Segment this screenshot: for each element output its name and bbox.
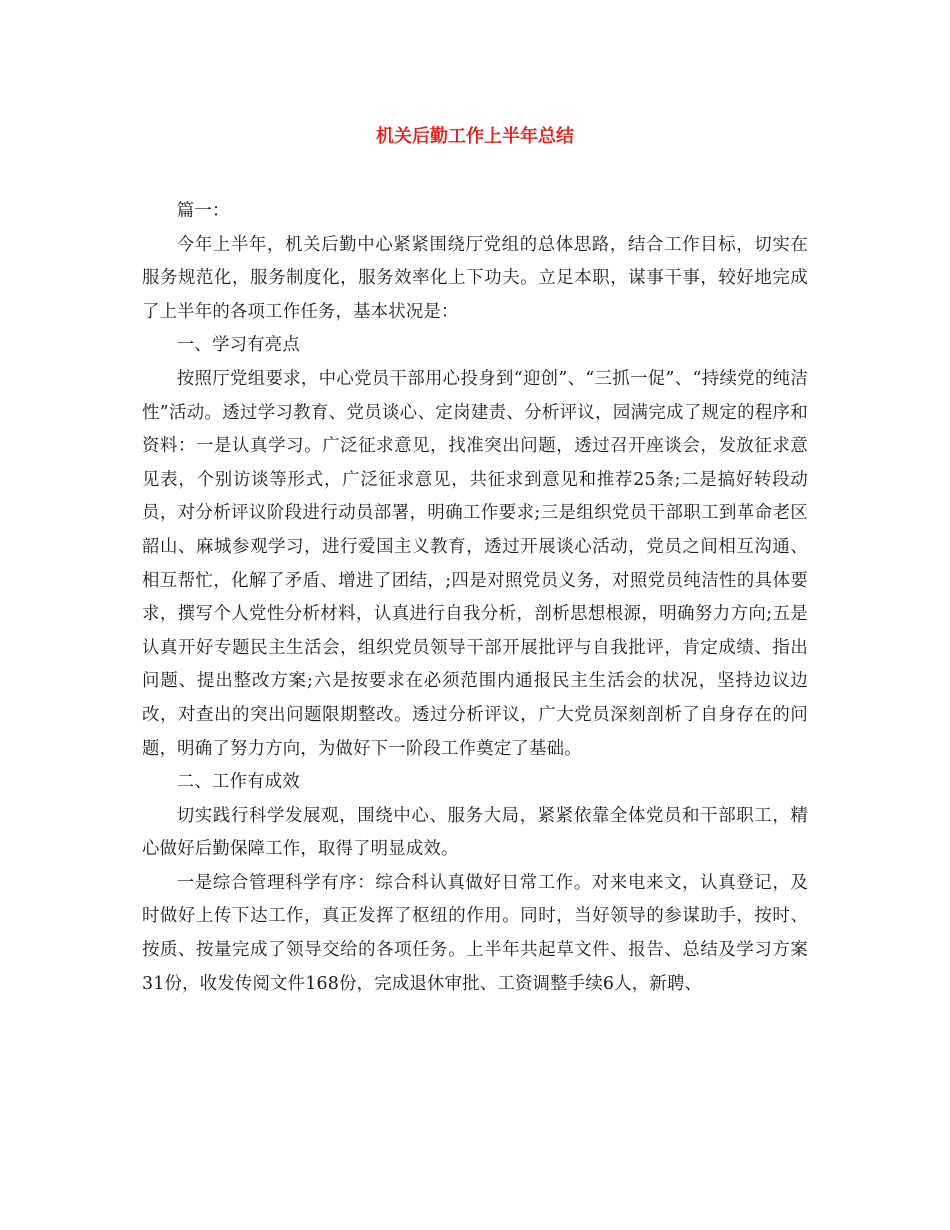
- section-heading-study: 一、学习有亮点: [176, 335, 300, 356]
- study-paragraph: 按照厅党组要求，中心党员干部用心投身到“迎创”、“三抓一促”、“持续党的纯洁性”活动。透过学习教育、党员谈心、定岗建责、分析评议，园满完成了规定的程序和资料：一是认真学习。广泛征求意见，找准突出问题，透过召开座谈会，发放征求意见表，个别访谈等形式，广泛征求意见，共征求到意见和推荐25条;二是搞好转段动员，对分析评议阶段进行动员部署，明确工作要求;三是组织党员干部职工到革命老区韶山、麻城参观学习，进行爱国主义教育，透过开展谈心活动，党员之间相互沟通、相互帮忙，化解了矛盾、增进了团结，;四是对照党员义务，对照党员纯洁性的具体要求，撰写个人党性分析材料，认真进行自我分析，剖析思想根源，明确努力方向;五是认真开好专题民主生活会，组织党员领导干部开展批评与自我批评，肯定成绩、指出问题、提出整改方案;六是按要求在必须范围内通报民主生活会的状况，坚持边议边改，对查出的突出问题限期整改。透过分析评议，广大党员深刻剖析了自身存在的问题，明确了努力方向，为做好下一阶段工作奠定了基础。: [142, 368, 808, 759]
- management-paragraph: 一是综合管理科学有序：综合科认真做好日常工作。对来电来文，认真登记，及时做好上传下达工作，真正发挥了枢纽的作用。同时，当好领导的参谋助手，按时、按质、按量完成了领导交给的各项任务。上半年共起草文件、报告、总结及学习方案31份，收发传阅文件168份，完成退休审批、工资调整手续6人，新聘、: [142, 872, 808, 994]
- section-heading-work: 二、工作有成效: [176, 772, 300, 793]
- section-label: 篇一：: [176, 201, 230, 221]
- document-body: [142, 195, 808, 1001]
- intro-paragraph: 今年上半年，机关后勤中心紧紧围绕厅党组的总体思路，结合工作目标，切实在服务规范化，服务制度化，服务效率化上下功夫。立足本职，谋事干事，较好地完成了上半年的各项工作任务，基本状况是：: [142, 234, 808, 322]
- work-intro-paragraph: 切实践行科学发展观，围绕中心、服务大局，紧紧依靠全体党员和干部职工，精心做好后勤保障工作，取得了明显成效。: [142, 805, 808, 860]
- document-title: 机关后勤工作上半年总结: [376, 126, 574, 147]
